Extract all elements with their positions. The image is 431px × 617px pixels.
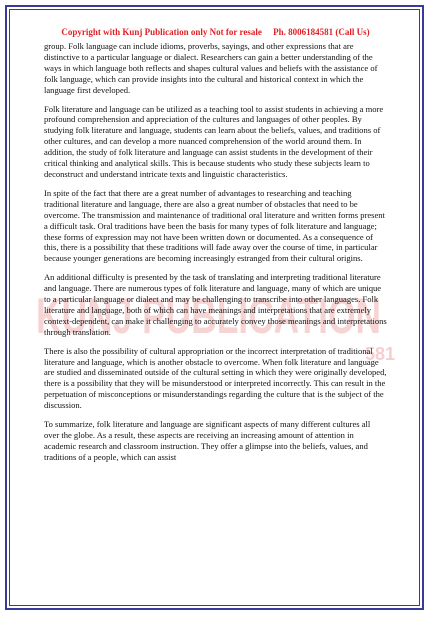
paragraph: In spite of the fact that there are a great number of advantages to researching and teaching traditional literature and language, there are also a great number of obstacles that need to be overcome. The transmission and maintenance of traditional oral literature and written forms present a difficult task. Oral traditions have been the basis for many types of folk literature and language; these forms of expression may not have been written down or documented. As a consequence of this, there is a possibility that these traditions will fade away over the course of time, in particular because younger generations are becoming increasingly estranged from their cultural origins. (44, 187, 385, 264)
document-body (44, 41, 387, 471)
paragraph: There is also the possibility of cultural appropriation or the incorrect interpretation of traditional literature and language, which is another obstacle to overcome. When folk literature and language are studied and disseminated outside of the cultural setting in which they were originally developed, there is a possibility that they will be misunderstood or interpreted incorrectly. This can result in the perpetuation of misconceptions or misunderstandings regarding the culture that is the subject of the discussion. (44, 345, 387, 411)
watermark-phone-fragment: 581 (365, 344, 396, 364)
watermark-text: KUNJ PUBLICATION (36, 288, 381, 344)
copyright-header: Copyright with Kunj Publication only Not for resale Ph. 8006184581 (Call Us) (61, 27, 370, 37)
paragraph: An additional difficulty is presented by the task of translating and interpreting traditional literature and language. There are numerous types of folk literature and language, many of which are unique to a particular language or dialect and may be challenging to transcribe into other languages. Folk literature and language, both of which can have meanings and interpretations that are extremely context-dependent, can make it challenging to accurately convey those meanings and interpretations through translation. (44, 272, 387, 337)
paragraph: group. Folk language can include idioms, proverbs, sayings, and other expressions that are distinctive to a particular language or dialect. Researchers can gain a better understanding of the ways in which language both reflects and shapes cultural values and beliefs with the assistance of folk language, which can provide insights into the cultural and historical context in which the language first developed. (44, 41, 378, 95)
paragraph: To summarize, folk literature and language are significant aspects of many different cultures all over the globe. As a result, these aspects are receiving an increasing amount of attention in academic research and classroom instruction. They offer a glimpse into the beliefs, values, and traditions of a people, which can assist (44, 419, 371, 462)
paragraph: Folk literature and language can be utilized as a teaching tool to assist students in achieving a more profound comprehension and appreciation of the cultures and languages of other peoples. By studying folk literature and language, students can learn about the beliefs, values, and traditions of other cultures, and can develop a more nuanced comprehension of the world around them. In addition, the study of folk literature and language can assist students in the development of their critical thinking and analytical skills. This is because students who study these subjects learn to deconstruct and understand intricate texts and linguistic characteristics. (44, 103, 384, 179)
